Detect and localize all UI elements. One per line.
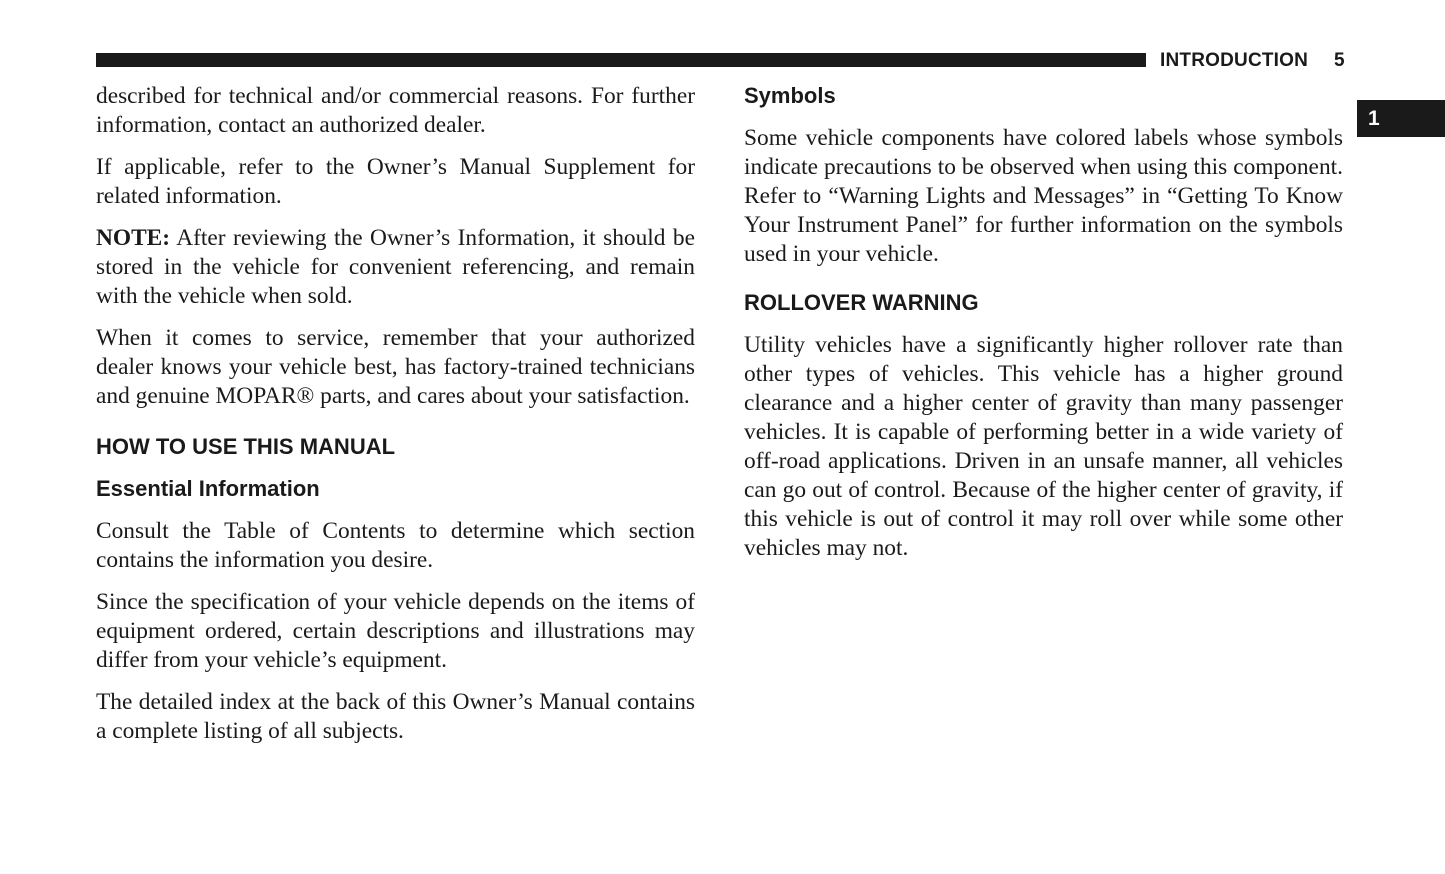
running-header-section: INTRODUCTION [1160, 50, 1309, 71]
section-heading: HOW TO USE THIS MANUAL [96, 434, 396, 459]
note-paragraph [96, 224, 695, 311]
header-rule [96, 53, 1146, 67]
subsection-heading: Symbols [744, 83, 836, 108]
subsection-heading: Essential Information [96, 476, 320, 501]
left-column [96, 82, 695, 759]
right-column [744, 82, 1343, 576]
paragraph: Some vehicle components have colored labels whose symbols indicate precautions to be observed when using this component. Refer to “Warning Lights and Messages” in “Getting To Know Your Instrument Panel” for further information on the symbols used in your vehicle. [744, 125, 1343, 267]
section-heading: ROLLOVER WARNING [744, 290, 979, 315]
chapter-tab: 1 [1357, 100, 1445, 137]
paragraph: When it comes to service, remember that your authorized dealer knows your vehicle best, has factory-trained technicians and genuine MOPAR® parts, and cares about your satisfaction. [96, 325, 695, 409]
note-text: After reviewing the Owner’s Information, it should be stored in the vehicle for convenient referencing, and remain with the vehicle when sold. [96, 225, 695, 309]
paragraph: described for technical and/or commercial reasons. For further information, contact an authorized dealer. [96, 83, 695, 138]
paragraph: If applicable, refer to the Owner’s Manual Supplement for related information. [96, 154, 695, 209]
note-label: NOTE: [96, 225, 171, 251]
paragraph: Consult the Table of Contents to determine which section contains the information you desire. [96, 518, 695, 573]
paragraph: Utility vehicles have a significantly higher rollover rate than other types of vehicles. This vehicle has a higher ground clearance and a higher center of gravity than many passenger vehicles. It is capable of performing better in a wide variety of off-road applications. Driven in an unsafe manner, all vehicles can go out of control. Because of the higher center of gravity, if this vehicle is out of control it may roll over while some other vehicles may not. [744, 332, 1343, 561]
paragraph: Since the specification of your vehicle depends on the items of equipment ordered, certain descriptions and illustrations may differ from your vehicle’s equipment. [96, 589, 695, 673]
page-number: 5 [1334, 50, 1345, 71]
paragraph: The detailed index at the back of this Owner’s Manual contains a complete listing of all subjects. [96, 689, 695, 744]
